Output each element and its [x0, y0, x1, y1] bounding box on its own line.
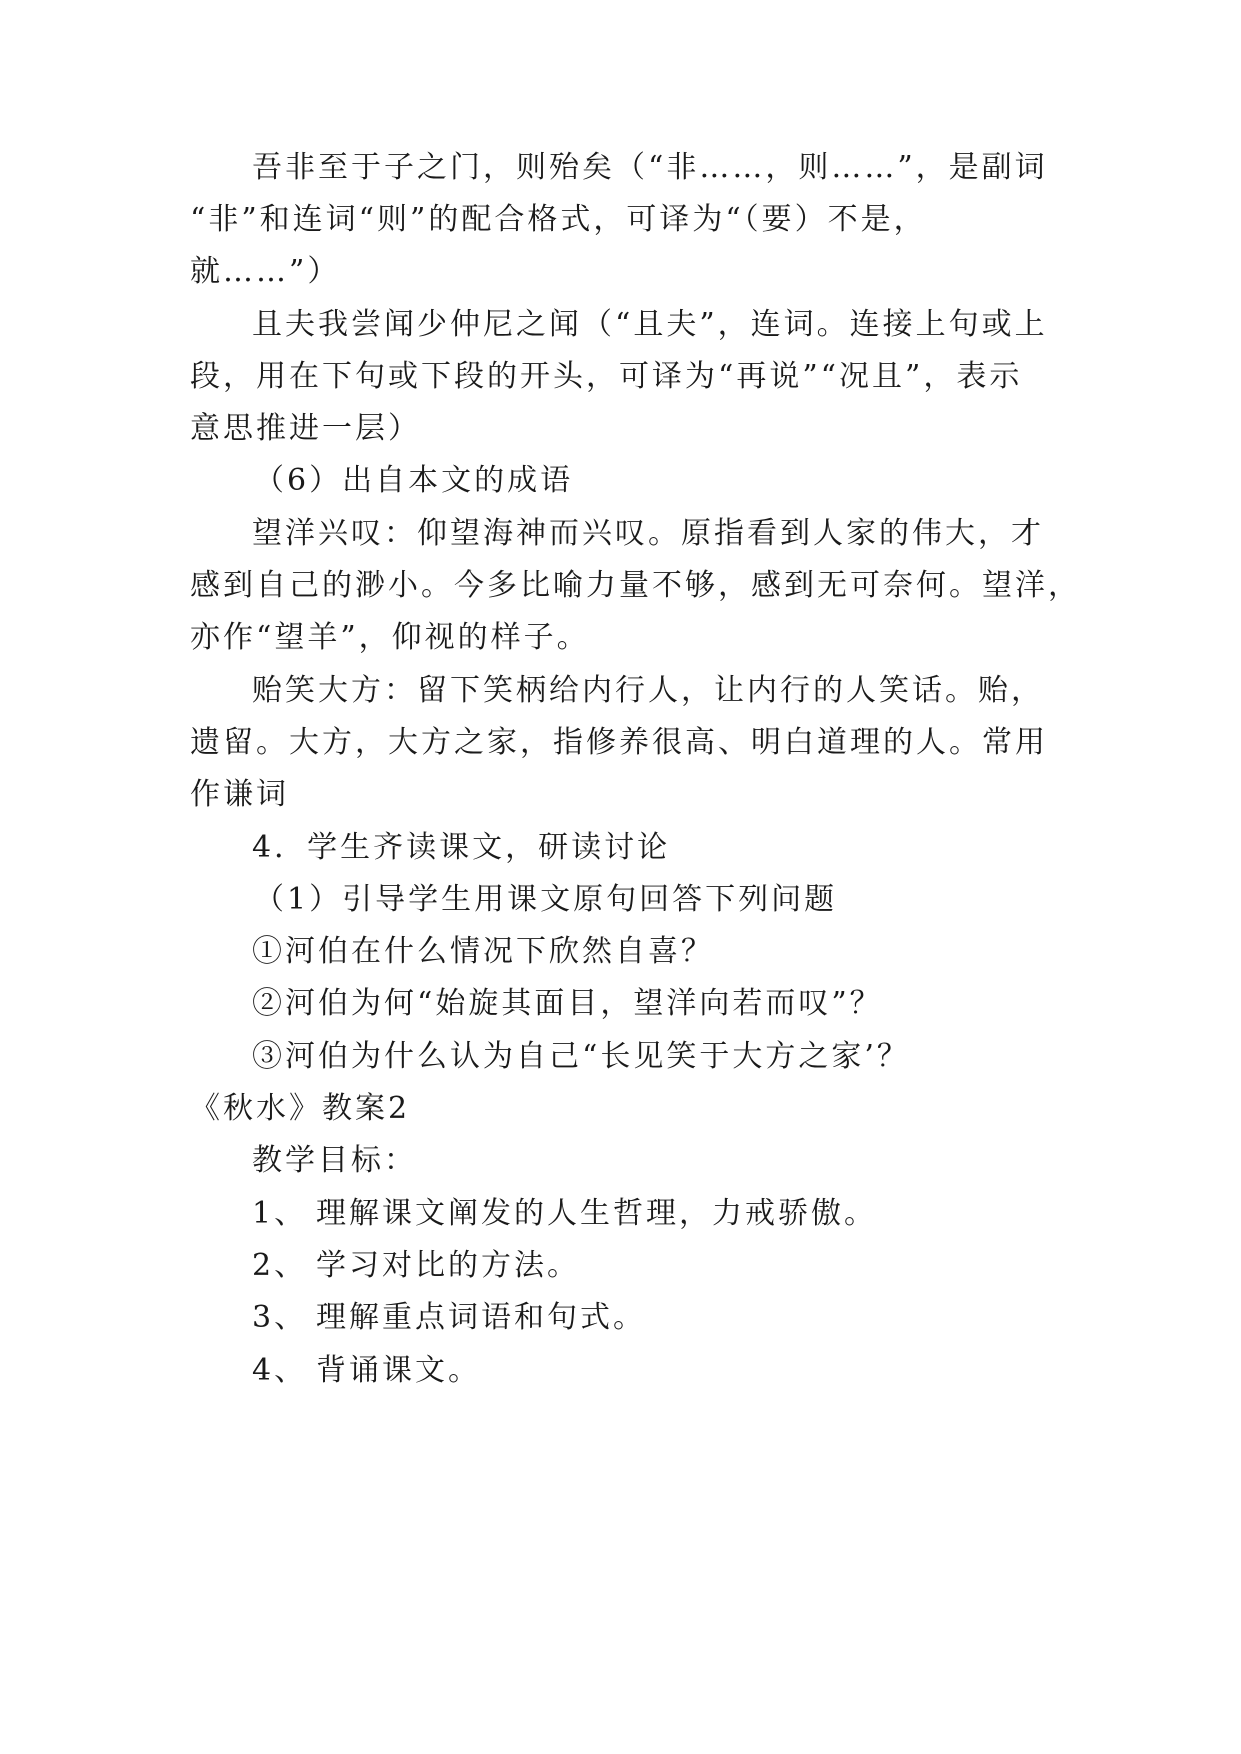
paragraph-line: 望洋兴叹：仰望海神而兴叹。原指看到人家的伟大，才 — [252, 516, 1044, 551]
paragraph-line: 且夫我尝闻少仲尼之闻（“且夫”，连词。连接上句或上 — [252, 307, 1048, 342]
section-subheading: （6）出自本文的成语 — [254, 463, 574, 498]
question-item: ③河伯为什么认为自己“长见笑于大方之家’？ — [252, 1039, 910, 1074]
question-item: ②河伯为何“始旋其面目，望洋向若而叹”？ — [252, 986, 883, 1021]
goal-text: 理解课文阐发的人生哲理，力戒骄傲。 — [316, 1196, 877, 1231]
paragraph-line: 遗留。大方，大方之家，指修养很高、明白道理的人。常用 — [190, 725, 1048, 760]
paragraph-line: 感到自己的渺小。今多比喻力量不够，感到无可奈何。望洋， — [190, 568, 1081, 603]
goal-number: 3、 — [252, 1300, 308, 1335]
paragraph-line: 作谦词 — [190, 777, 289, 812]
goal-number: 4、 — [252, 1353, 308, 1388]
paragraph-line: 段，用在下句或下段的开头，可译为“再说”“况且”，表示 — [190, 359, 1023, 394]
paragraph-line: 吾非至于子之门，则殆矣（“非……，则……”，是副词 — [252, 150, 1048, 185]
goal-item — [252, 1298, 646, 1338]
paragraph-line: 意思推进一层） — [190, 411, 421, 446]
paragraph-line: 贻笑大方：留下笑柄给内行人，让内行的人笑话。贻， — [252, 673, 1044, 708]
step-heading: 4．学生齐读课文，研读讨论 — [252, 830, 671, 865]
goal-item — [252, 1351, 481, 1391]
goal-text: 背诵课文。 — [316, 1353, 481, 1388]
goal-number: 1、 — [252, 1196, 308, 1231]
goal-item — [252, 1194, 877, 1234]
paragraph-line: 就……”） — [190, 254, 341, 289]
goal-text: 学习对比的方法。 — [316, 1248, 580, 1283]
lesson-title: 《秋水》教案2 — [190, 1091, 411, 1126]
paragraph-line: 亦作“望羊”，仰视的样子。 — [190, 620, 590, 655]
goal-number: 2、 — [252, 1248, 308, 1283]
question-intro: （1）引导学生用课文原句回答下列问题 — [254, 882, 838, 917]
goal-item — [252, 1246, 580, 1286]
goal-text: 理解重点词语和句式。 — [316, 1300, 646, 1335]
goals-heading: 教学目标： — [252, 1143, 417, 1178]
question-item: ①河伯在什么情况下欣然自喜？ — [252, 934, 714, 969]
paragraph-line: “非”和连词“则”的配合格式，可译为“（要）不是， — [190, 202, 927, 237]
